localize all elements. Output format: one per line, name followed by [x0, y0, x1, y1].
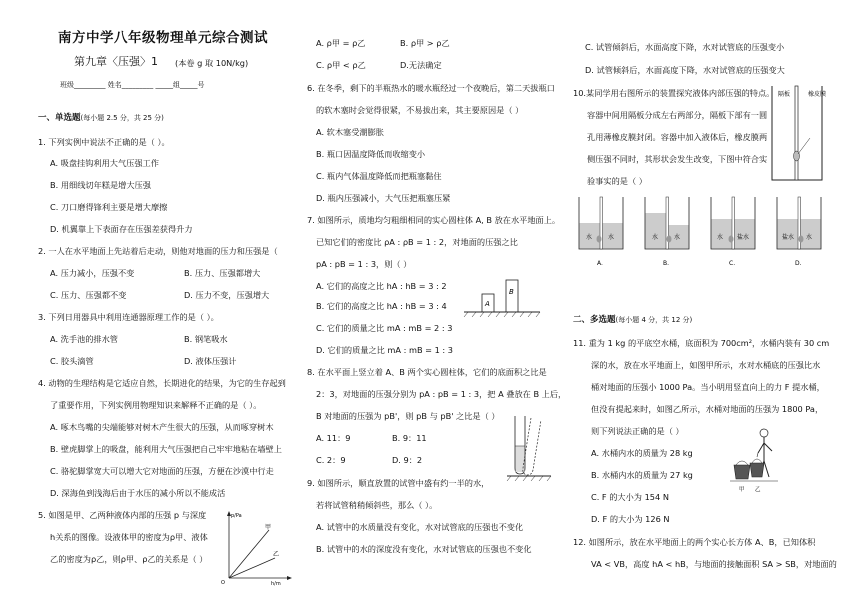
q2-option-b: B. 压力、压强都增大: [184, 268, 261, 278]
q5-y-axis-label: p/Pa: [231, 513, 242, 519]
q9-stem-line2: 若将试管稍稍倾斜些，那么（ ）。: [316, 500, 438, 510]
q7-option-a: A. 它们的高度之比 hA : hB = 3 : 2: [316, 281, 447, 291]
q9-option-d: D. 试管倾斜后，水面高度下降，水对试管底的压强变大: [585, 65, 785, 75]
q11-stem-line1: 11. 重为 1 kg 的平底空水桶，底面积为 700cm²，水桶内装有 30 cm: [573, 338, 830, 348]
q5-line-yi-label: 乙: [273, 551, 280, 558]
q7-cylinder-a-label: A: [485, 300, 490, 308]
chapter-title: 第九章〈压强〉1: [74, 55, 158, 68]
q9-option-c: C. 试管倾斜后，水面高度下降，水对试管底的压强变小: [585, 42, 785, 52]
q9-test-tube-figure: [505, 412, 555, 482]
q7-option-b: B. 它们的高度之比 hA : hB = 3 : 4: [316, 301, 447, 311]
q10-choice-a: A.: [597, 260, 603, 267]
q6-option-c: C. 瓶内气体温度降低而把瓶塞黏住: [316, 171, 442, 181]
q4-option-a: A. 啄木鸟嘴的尖端能够对树木产生很大的压强，从而啄穿树木: [50, 422, 274, 432]
q1-option-b: B. 用细线切年糕是增大压强: [50, 180, 151, 190]
q11-option-b: B. 水桶内水的质量为 27 kg: [591, 470, 693, 480]
q10-c-left-liquid: 水: [717, 234, 724, 241]
q11-stem-line4: 但没有提起来时，如图乙所示，水桶对地面的压强为 1800 Pa，: [591, 404, 824, 414]
q10-d-right-liquid: 水: [806, 234, 813, 241]
q11-stem-line5: 则下列说法正确的是（ ）: [591, 426, 684, 436]
q2-stem: 2. 一人在水平地面上先站着后走动，则他对地面的压力和压强是（: [38, 246, 278, 256]
q10-stem-line4: 侧压强不同时，其形状会发生改变，下图中符合实: [587, 154, 768, 164]
q6-stem-line1: 6. 在冬季，剩下的半瓶热水的暖水瓶经过一个夜晚后，第二天拔瓶口: [307, 83, 555, 93]
q11-figure-yi-label: 乙: [755, 487, 761, 493]
section2-heading: 二、多选题(每小题 4 分，共 12 分): [573, 315, 693, 325]
q5-origin-label: O: [221, 580, 225, 586]
q10-d-left-liquid: 盐水: [782, 234, 795, 241]
q4-option-b: B. 壁虎脚掌上的吸盘，能利用大气压强把自己牢牢地粘在墙壁上: [50, 444, 282, 454]
q5-line-jia-label: 甲: [265, 524, 272, 531]
q6-option-a: A. 软木塞受潮膨胀: [316, 127, 384, 137]
q2-option-c: C. 压力、压强都不变: [50, 290, 127, 300]
q5-stem-line3: 乙的密度为ρ乙，则ρ甲、ρ乙的关系是（ ）: [50, 554, 208, 564]
q6-stem-line2: 的软木塞时会觉得很紧，不易拔出来，其主要原因是（ ）: [316, 105, 524, 115]
q11-stem-line2: 深的水，放在水平地面上，如图甲所示，水对水桶底的压强比水: [591, 360, 821, 370]
q5-pressure-depth-graph: [215, 508, 295, 586]
q10-choice-d: D.: [795, 260, 802, 267]
q8-option-b: B. 9：11: [392, 433, 427, 443]
q5-x-axis-label: h/m: [271, 581, 281, 586]
q7-stem-line2: 已知它们的密度比 ρA : ρB = 1 : 2，对地面的压强之比: [316, 237, 518, 247]
q11-option-c: C. F 的大小为 154 N: [591, 492, 669, 502]
q3-option-b: B. 钢笔吸水: [184, 334, 228, 344]
q11-option-a: A. 水桶内水的质量为 28 kg: [591, 448, 693, 458]
q11-option-d: D. F 的大小为 126 N: [591, 514, 670, 524]
q11-figure-jia-label: 甲: [739, 487, 745, 493]
q4-option-d: D. 深海鱼到浅海后由于水压的减小所以不能成活: [50, 488, 226, 498]
q10-stem-line5: 验事实的是（ ）: [587, 176, 647, 186]
q8-stem-line3: B 对地面的压强为 pB'，则 pB 与 pB' 之比是（ ）: [316, 411, 500, 421]
q7-stem-line1: 7. 如图所示，质地均匀粗细相同的实心圆柱体 A, B 放在水平地面上。: [307, 215, 561, 225]
q10-choices-figure: [575, 193, 830, 275]
q10-stem-line2: 容器中间用隔板分成左右两部分，隔板下部有一圆: [587, 110, 768, 120]
q1-option-c: C. 刀口磨得锋利主要是增大摩擦: [50, 202, 168, 212]
q4-stem-line2: 了重要作用，下列实例用物理知识来解释不正确的是（ ）。: [50, 400, 262, 410]
q7-stem-line3: pA : pB = 1 : 3，则（ ）: [316, 259, 412, 269]
q11-stem-line3: 桶对地面的压强小 1000 Pa。当小明用竖直向上的力 F 提水桶，: [591, 382, 825, 392]
q8-stem-line1: 8. 在水平面上竖立着 A、B 两个实心圆柱体，它们的底面积之比是: [307, 367, 547, 377]
q10-apparatus-figure: [768, 82, 826, 184]
gravity-note: (本卷 g 取 10N/kg): [175, 58, 249, 68]
q10-choice-b: B.: [663, 260, 670, 267]
q3-option-a: A. 洗手池的排水管: [50, 334, 118, 344]
q4-stem-line1: 4. 动物的生理结构是它适应自然，长期进化的结果，为它的生存起到: [38, 378, 286, 388]
q11-bucket-figure: [728, 425, 788, 497]
student-info-fields: 班级_________ 姓名_________ _____组_____号: [60, 81, 205, 89]
q7-cylinder-b-label: B: [509, 288, 514, 296]
q10-a-left-liquid: 水: [586, 234, 593, 241]
q2-option-a: A. 压力减小，压强不变: [50, 268, 135, 278]
q5-stem-line1: 5. 如图是甲、乙两种液体内部的压强 p 与深度: [38, 510, 207, 520]
q7-option-d: D. 它们的质量之比 mA : mB = 1 : 3: [316, 345, 454, 355]
q10-stem-line3: 孔用薄橡皮膜封闭。容器中加入液体后，橡皮膜两: [587, 132, 768, 142]
q10-stem-line1: 10.某同学用右图所示的装置探究液体内部压强的特点。: [573, 88, 775, 98]
q3-stem: 3. 下列日用器具中利用连通器原理工作的是（ ）。: [38, 312, 219, 322]
q9-stem-line1: 9. 如图所示，顺直放置的试管中盛有约一半的水，: [307, 478, 490, 488]
q2-option-d: D. 压力不变，压强增大: [184, 290, 270, 300]
q5-option-d: D.无法确定: [400, 60, 442, 70]
q10-partition-label: 隔板: [778, 91, 791, 98]
q8-option-d: D. 9：2: [392, 455, 423, 465]
q1-option-a: A. 吸盘挂钩利用大气压强工作: [50, 158, 159, 168]
q3-option-c: C. 胶头滴管: [50, 356, 94, 366]
q8-option-c: C. 2：9: [316, 455, 346, 465]
q9-option-b: B. 试管中的水的深度没有变化，水对试管底的压强也不变化: [316, 544, 532, 554]
q8-stem-line2: 2：3，对地面的压强分别为 pA : pB = 1 : 3，把 A 叠放在 B 上后，: [316, 389, 567, 399]
q10-choice-c: C.: [729, 260, 736, 267]
q9-option-a: A. 试管中的水质量没有变化，水对试管底的压强也不变化: [316, 522, 524, 532]
q4-option-c: C. 骆驼脚掌宽大可以增大它对地面的压强，方便在沙漠中行走: [50, 466, 274, 476]
q3-option-d: D. 液体压强计: [184, 356, 237, 366]
q12-stem-line1: 12. 如图所示，放在水平地面上的两个实心长方体 A、B，已知体积: [573, 537, 816, 547]
page-title: 南方中学八年级物理单元综合测试: [58, 30, 268, 46]
q12-stem-line2: VA < VB，高度 hA < hB，与地面的接触面积 SA > SB，对地面的: [591, 559, 837, 569]
q1-option-d: D. 机翼靠上下表面存在压强差获得升力: [50, 224, 193, 234]
q5-option-a: A. ρ甲 = ρ乙: [316, 38, 366, 48]
q10-c-right-liquid: 盐水: [737, 234, 750, 241]
q6-option-d: D. 瓶内压强减小，大气压把瓶塞压紧: [316, 193, 451, 203]
q10-b-right-liquid: 水: [674, 234, 681, 241]
q5-option-b: B. ρ甲 > ρ乙: [400, 38, 450, 48]
q5-stem-line2: h关系的图像。设液体甲的密度为ρ甲、液体: [50, 532, 208, 542]
q5-option-c: C. ρ甲 < ρ乙: [316, 60, 366, 70]
q10-membrane-label: 橡皮膜: [808, 91, 826, 98]
q10-b-left-liquid: 水: [652, 234, 659, 241]
section1-heading: 一、单选题(每小题 2.5 分，共 25 分): [38, 113, 164, 123]
q1-stem: 1. 下列实例中说法不正确的是（ ）。: [38, 137, 170, 147]
q10-a-right-liquid: 水: [608, 234, 615, 241]
q8-option-a: A. 11：9: [316, 433, 351, 443]
q6-option-b: B. 瓶口因温度降低而收缩变小: [316, 149, 426, 159]
q7-cylinders-figure: [462, 272, 542, 322]
q7-option-c: C. 它们的质量之比 mA : mB = 2 : 3: [316, 323, 453, 333]
